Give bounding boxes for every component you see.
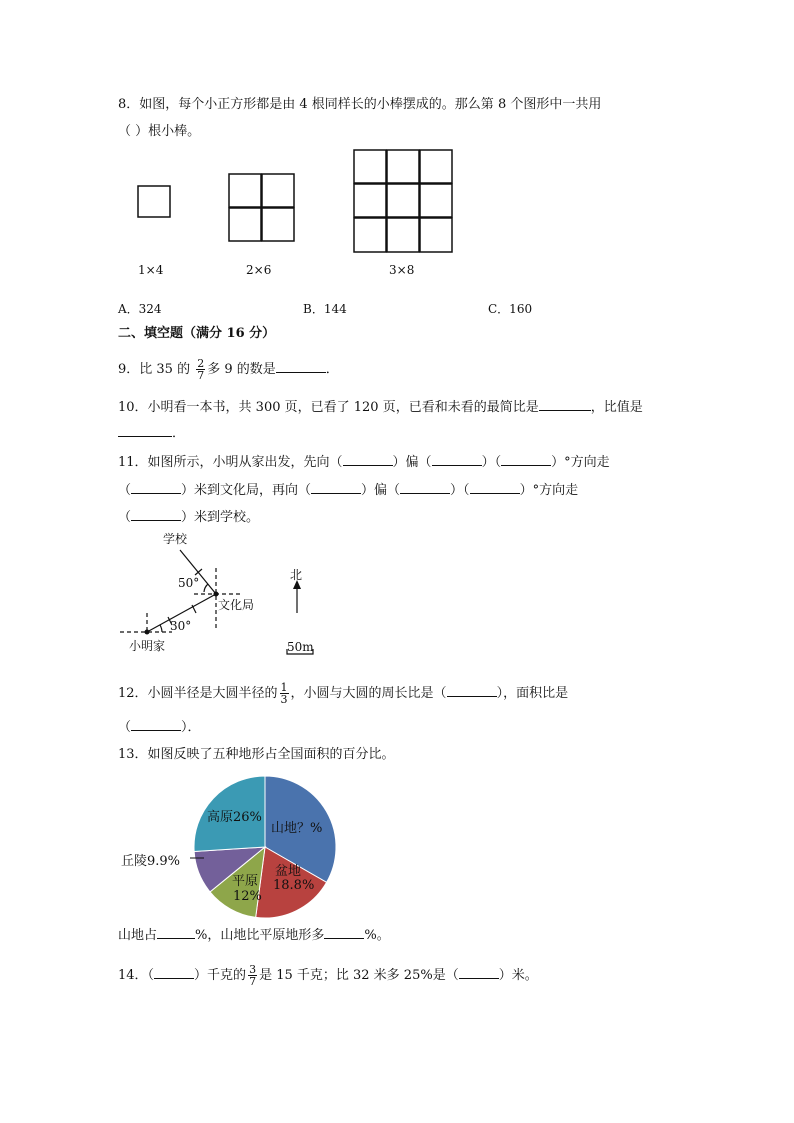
q11-blank-1[interactable] bbox=[343, 453, 393, 466]
home-point bbox=[145, 630, 150, 635]
map-angle-50: 50° bbox=[178, 576, 200, 590]
q10-line2: ． bbox=[118, 424, 185, 443]
q10-value-blank[interactable] bbox=[118, 424, 172, 437]
q13-footer: 山地占 %，山地比平原地形多 %。 bbox=[118, 928, 390, 943]
figure-3-label: 3×8 bbox=[389, 263, 415, 277]
map-north-label: 北 bbox=[290, 568, 303, 582]
q11-blank-2[interactable] bbox=[432, 453, 482, 466]
q10-line1: 10．小明看一本书，共 300 页，已看了 120 页，已看和未看的最简比是 ，比值是 bbox=[118, 400, 643, 415]
label-shandi: 山地？% bbox=[271, 821, 323, 836]
map-culture-label: 文化局 bbox=[218, 598, 255, 612]
option-a: A．324 bbox=[118, 302, 162, 316]
q11-blank-3[interactable] bbox=[501, 453, 551, 466]
figure-1-label: 1×4 bbox=[138, 263, 164, 277]
figure-3-grid bbox=[354, 150, 452, 252]
option-c: C．160 bbox=[488, 302, 533, 316]
q9-answer-blank[interactable] bbox=[276, 360, 326, 373]
q14-blank-2[interactable] bbox=[459, 966, 499, 979]
map-scale-label: 50m bbox=[287, 640, 314, 654]
q11-blank-8[interactable] bbox=[131, 508, 181, 521]
q11-line3: （ ）米到学校。 bbox=[118, 510, 260, 525]
label-qiuling: 丘陵9.9% bbox=[121, 854, 181, 869]
q9-post: 多 9 的数是 bbox=[207, 362, 276, 377]
q11-blank-4[interactable] bbox=[131, 481, 181, 494]
q11-blank-6[interactable] bbox=[400, 481, 450, 494]
q13-diff-blank[interactable] bbox=[324, 926, 364, 939]
map-home-label: 小明家 bbox=[129, 639, 166, 653]
label-pendi-name: 盆地 bbox=[275, 864, 302, 879]
q10-ratio-blank[interactable] bbox=[539, 398, 591, 411]
q12-perimeter-blank[interactable] bbox=[447, 684, 497, 697]
label-gaoyuan: 高原26% bbox=[207, 810, 262, 825]
map-school-label: 学校 bbox=[163, 532, 188, 546]
q9-pre: 9．比 35 的 bbox=[118, 362, 191, 377]
q8-text-line1: 8．如图，每个小正方形都是由 4 根同样长的小棒摆成的。那么第 8 个图形中一共用 bbox=[118, 97, 602, 112]
q14-blank-1[interactable] bbox=[154, 966, 194, 979]
figure-2-label: 2×6 bbox=[246, 263, 272, 277]
q9: 9．比 35 的 $\frac{2}{7}$ 多 9 的数是 ． bbox=[118, 357, 339, 382]
q11-blank-7[interactable] bbox=[470, 481, 520, 494]
label-pendi-value: 18.8% bbox=[273, 878, 315, 893]
q11-line2: （ ）米到文化局，再向（ ）偏（ ）（ ）°方向走 bbox=[118, 483, 579, 498]
q14: 14．（ ）千克的 $\frac{3}{7}$ 是 15 千克；比 32 米多 25%是（ ）米。 bbox=[118, 963, 538, 988]
label-pingyuan-name: 平原 bbox=[232, 874, 259, 889]
q11-blank-5[interactable] bbox=[311, 481, 361, 494]
q13-text: 13．如图反映了五种地形占全国面积的百分比。 bbox=[118, 747, 395, 762]
q8-text-line2: （ ）根小棒。 bbox=[118, 124, 201, 139]
map-angle-30: 30° bbox=[170, 619, 192, 633]
figure-2-grid bbox=[229, 174, 294, 241]
q8-figures bbox=[0, 0, 794, 300]
q12-line2: （ ）． bbox=[118, 720, 201, 735]
q13-shandi-blank[interactable] bbox=[157, 926, 195, 939]
q12-area-blank[interactable] bbox=[131, 718, 181, 731]
label-pingyuan-value: 12% bbox=[233, 889, 262, 904]
q9-fraction: $\frac{2}{7}$ bbox=[197, 357, 205, 382]
q14-fraction: $\frac{3}{7}$ bbox=[249, 963, 257, 988]
section-title: 二、填空题（满分 16 分） bbox=[118, 326, 276, 341]
q12-line1: 12．小圆半径是大圆半径的 $\frac{1}{3}$ ，小圆与大圆的周长比是（ ），面积比是 bbox=[118, 681, 569, 706]
figure-1-square bbox=[138, 186, 170, 217]
q11-line1: 11．如图所示，小明从家出发，先向（ ）偏（ ）（ ）°方向走 bbox=[118, 455, 610, 470]
option-b: B．144 bbox=[303, 302, 347, 316]
terrain-pie-chart bbox=[190, 773, 340, 921]
q12-fraction: $\frac{1}{3}$ bbox=[280, 681, 288, 706]
